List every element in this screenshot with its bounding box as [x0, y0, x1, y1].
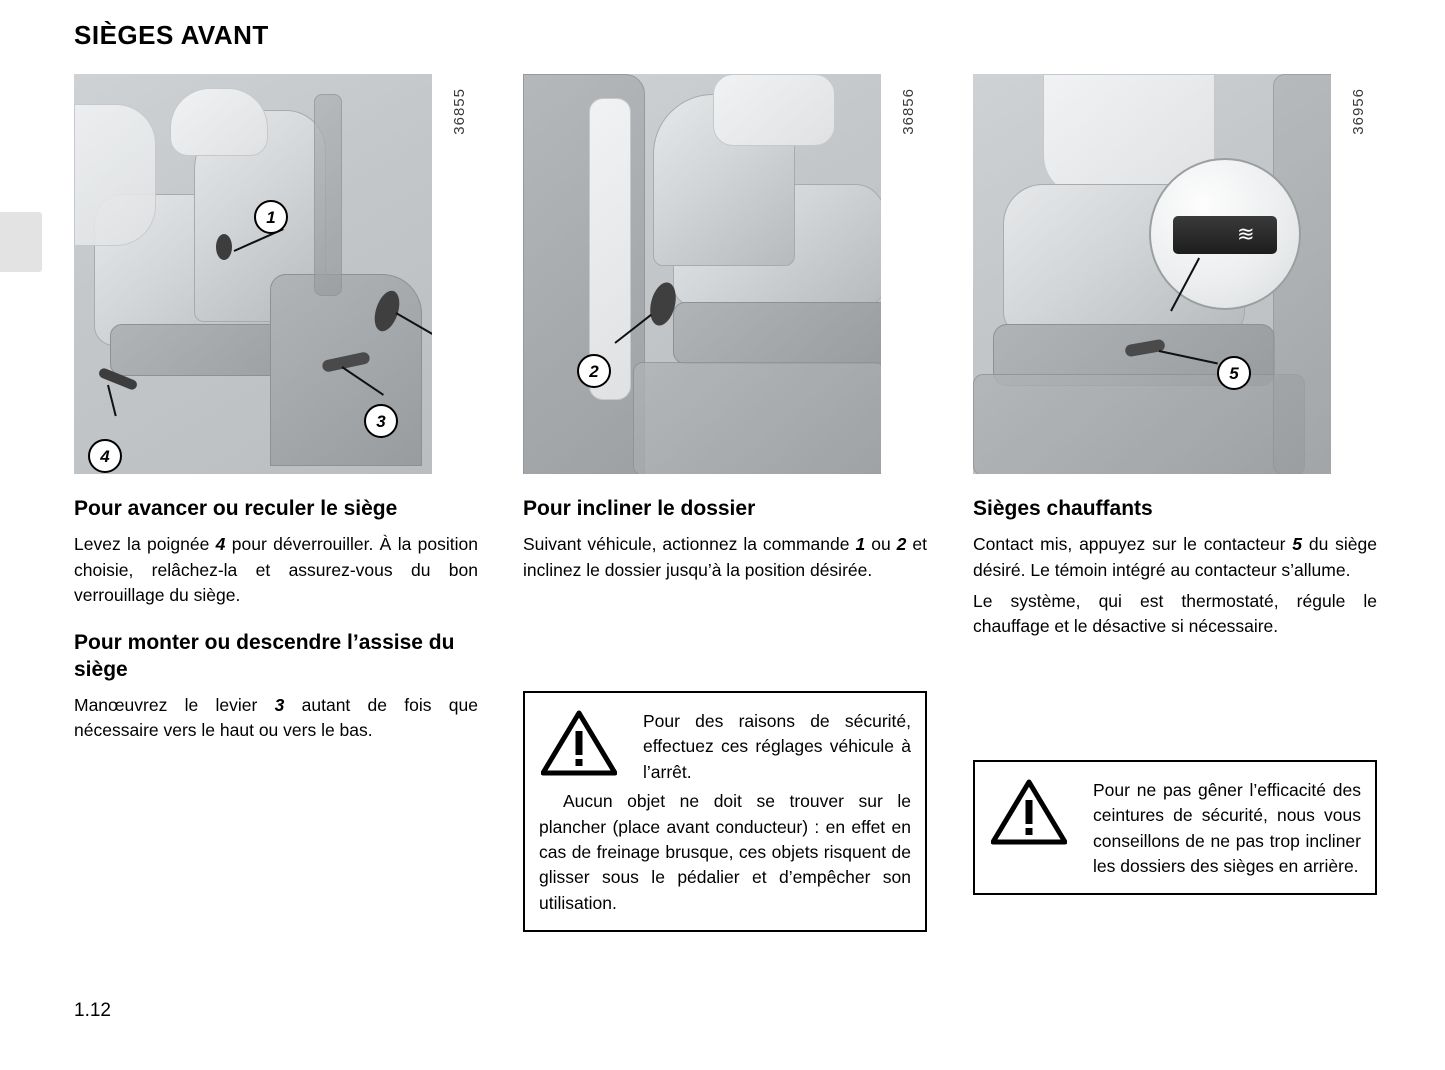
- rear-seat-shape: [74, 104, 156, 246]
- floor-shape-3: [973, 374, 1305, 474]
- warning-text-1: Pour des raisons de sécurité, effectuez ces réglages véhicule à l’arrêt.: [643, 711, 911, 782]
- column-1: [74, 74, 478, 750]
- callout-4: 4: [88, 439, 122, 473]
- p4-part-b: du siège désiré. Le témoin intégré au contacteur s’allume.: [973, 534, 1377, 580]
- heading-move-seat: Pour avancer ou reculer le siège: [74, 497, 398, 520]
- warning-triangle-icon-2: [991, 778, 1067, 846]
- headrest-shape: [170, 88, 268, 156]
- warning-triangle-icon: [541, 709, 617, 777]
- column-2: [523, 74, 927, 932]
- rear-headrest-shape: [713, 74, 835, 146]
- callout-2b: 2: [577, 354, 611, 388]
- ref-number-4: 4: [215, 534, 226, 555]
- heading-recline: Pour incliner le dossier: [523, 497, 756, 520]
- p1-part-a: Levez la poignée: [74, 534, 216, 555]
- callout-3: 3: [364, 404, 398, 438]
- figure-recline-backrest: [523, 74, 927, 474]
- warning-box-seatbelt: [973, 760, 1377, 896]
- p3-part-c: et inclinez le dossier jusqu’à la position désirée.: [523, 534, 927, 580]
- heading-heated-seats: Sièges chauffants: [973, 497, 1153, 520]
- heat-waves-icon: ≋: [1237, 223, 1255, 246]
- page-title: SIÈGES AVANT: [74, 20, 269, 50]
- b-pillar-shape: [314, 94, 342, 296]
- p2-part-b: autant de fois que nécessaire vers le haut ou vers le bas.: [74, 694, 479, 741]
- ref-number-5: 5: [1292, 534, 1302, 555]
- figure-heated-seats: [973, 74, 1377, 474]
- callout-5: 5: [1217, 356, 1251, 390]
- warning-text-3: Pour ne pas gêner l’efficacité des ceintures de sécurité, nous vous conseillons de ne pas trop incliner les dossiers des sièges en arrière.: [1093, 779, 1361, 876]
- column-3: [973, 74, 1377, 895]
- heated-seat-zoom-circle: [1149, 158, 1301, 310]
- seat-base-shape-2: [673, 302, 895, 364]
- page-edge-tab: [0, 212, 42, 272]
- paragraph-raise-seat: [74, 693, 478, 744]
- p3-part-b: ou: [865, 534, 897, 555]
- figure-code-1: 36855: [451, 88, 468, 135]
- warning-text-2: Aucun objet ne doit se trouver sur le plancher (place avant conducteur) : en effet en cas de freinage brusque, ces objets risquent de glisser sous le pédalier et d’empêcher son utilisation.: [539, 791, 911, 913]
- ref-number-3: 3: [274, 694, 285, 715]
- recline-knob-1: [216, 234, 232, 260]
- ref-number-1: 1: [855, 534, 866, 555]
- p1-part-b: pour déverrouiller. À la position choisie, relâchez-la et assurez-vous du bon verrouillage du siège.: [74, 534, 478, 605]
- p2-part-a: Manœuvrez le levier: [74, 694, 275, 715]
- page-number: 1.12: [74, 1000, 111, 1021]
- figure-front-seat-adjust: [74, 74, 478, 474]
- p4-part-a: Contact mis, appuyez sur le contacteur: [973, 534, 1293, 555]
- figure-code-3: 36956: [1350, 88, 1367, 135]
- paragraph-move-seat: [74, 532, 478, 608]
- paragraph-heated-seats-2: Le système, qui est thermostaté, régule le chauffage et le désactive si nécessaire.: [973, 591, 1377, 637]
- paragraph-heated-seats-1: [973, 532, 1377, 583]
- figure-code-2: 36856: [900, 88, 917, 135]
- floor-shape: [633, 362, 885, 474]
- callout-1: 1: [254, 200, 288, 234]
- p3-part-a: Suivant véhicule, actionnez la commande: [523, 534, 856, 555]
- paragraph-recline: [523, 532, 927, 583]
- heated-seat-rocker-switch: [1173, 216, 1277, 254]
- ref-number-2: 2: [896, 534, 907, 555]
- heading-raise-seat: Pour monter ou descendre l’assise du siège: [74, 631, 455, 681]
- warning-box-safety: [523, 691, 927, 932]
- leader-line-4: [107, 385, 117, 417]
